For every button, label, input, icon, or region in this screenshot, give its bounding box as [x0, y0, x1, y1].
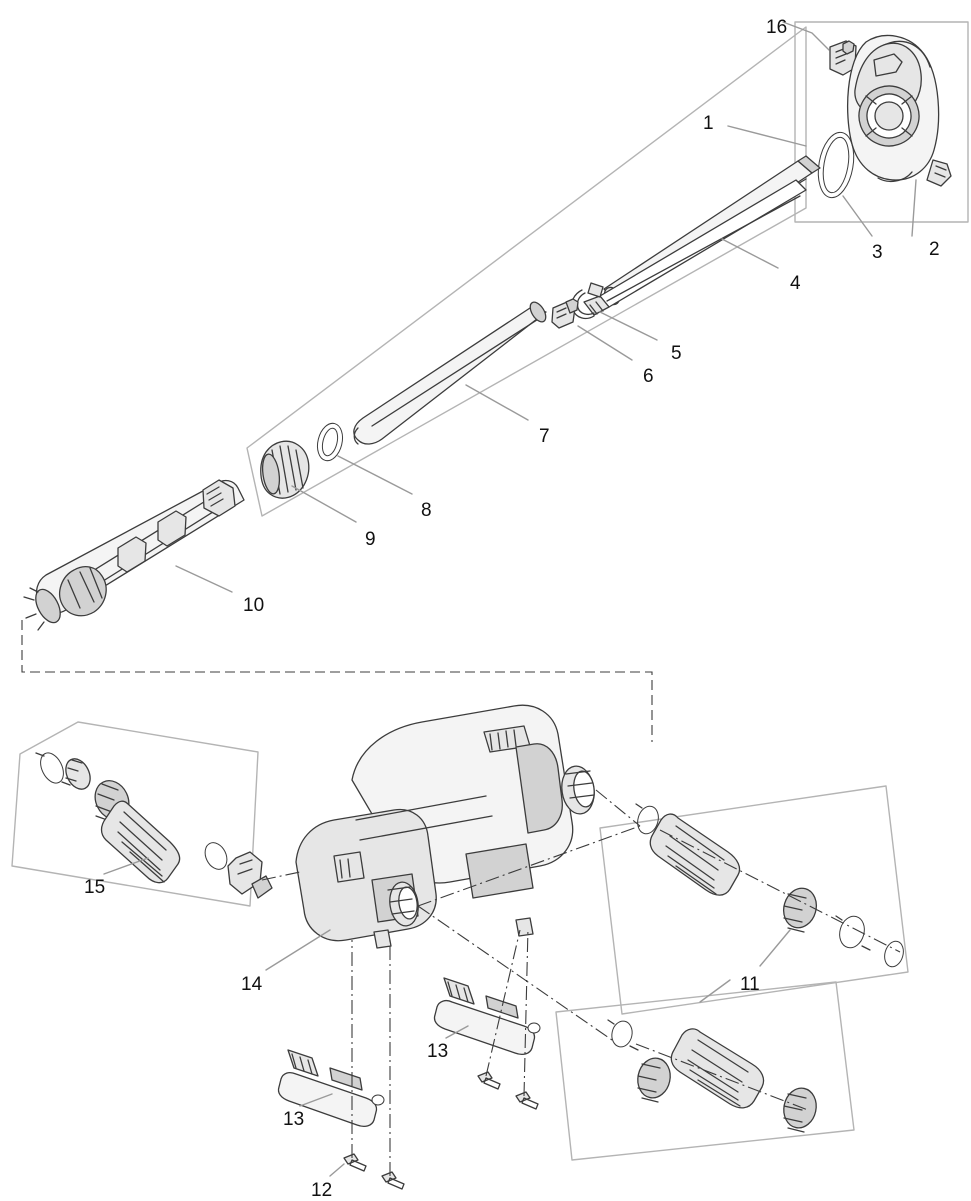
quartz-glass-tube	[354, 299, 550, 447]
lamp-retainer	[552, 299, 578, 328]
callout-8: 8	[421, 500, 432, 521]
axis-inlet-kit	[262, 872, 300, 880]
leader-4	[722, 239, 778, 268]
callout-5: 5	[671, 343, 682, 364]
screw-3	[478, 1072, 500, 1089]
callout-13-rear: 13	[427, 1041, 449, 1062]
leader-5	[600, 312, 657, 340]
callout-13-front: 13	[283, 1109, 305, 1130]
mounting-bracket-foot-rear	[434, 978, 540, 1054]
callout-3: 3	[872, 242, 883, 263]
callout-14: 14	[241, 974, 263, 995]
hose-tail-11b	[671, 1029, 763, 1108]
callout-4: 4	[790, 273, 801, 294]
quartz-tube-nut	[260, 441, 309, 498]
cleaning-rotor-assembly	[24, 480, 244, 630]
leader-12	[330, 1164, 344, 1176]
leader-11a	[760, 930, 790, 966]
uv-lamp	[584, 180, 806, 315]
o-ring-small	[314, 421, 346, 464]
screw-4	[516, 1092, 538, 1109]
hose-tail-11a	[650, 814, 739, 895]
callout-7: 7	[539, 426, 550, 447]
callout-12: 12	[311, 1180, 333, 1201]
leader-2	[912, 180, 916, 236]
screw-2	[382, 1172, 404, 1189]
axis-outlet	[596, 790, 640, 826]
axis-screw-4	[524, 928, 528, 1096]
leader-3	[843, 196, 872, 236]
ballast-housing-head	[848, 36, 951, 186]
leader-7	[466, 385, 528, 420]
callout-11: 11	[740, 974, 760, 995]
filter-housing-body	[296, 705, 597, 948]
screw-1	[344, 1154, 366, 1171]
upper-uv-assembly-frame	[247, 27, 806, 516]
leader-9	[292, 486, 356, 522]
assembly-link-line	[22, 620, 652, 742]
callout-10: 10	[243, 595, 265, 616]
leader-14	[266, 930, 330, 970]
hose-connection-kit-lower	[608, 1019, 820, 1132]
callout-15: 15	[84, 877, 106, 898]
screw-set	[344, 1072, 538, 1189]
callout-2: 2	[929, 239, 940, 260]
callout-6: 6	[643, 366, 654, 387]
callout-16: 16	[766, 17, 788, 38]
leader-10	[176, 566, 232, 592]
leader-6	[578, 326, 632, 360]
leader-8	[338, 456, 412, 494]
callout-9: 9	[365, 529, 376, 550]
callout-1: 1	[703, 113, 714, 134]
